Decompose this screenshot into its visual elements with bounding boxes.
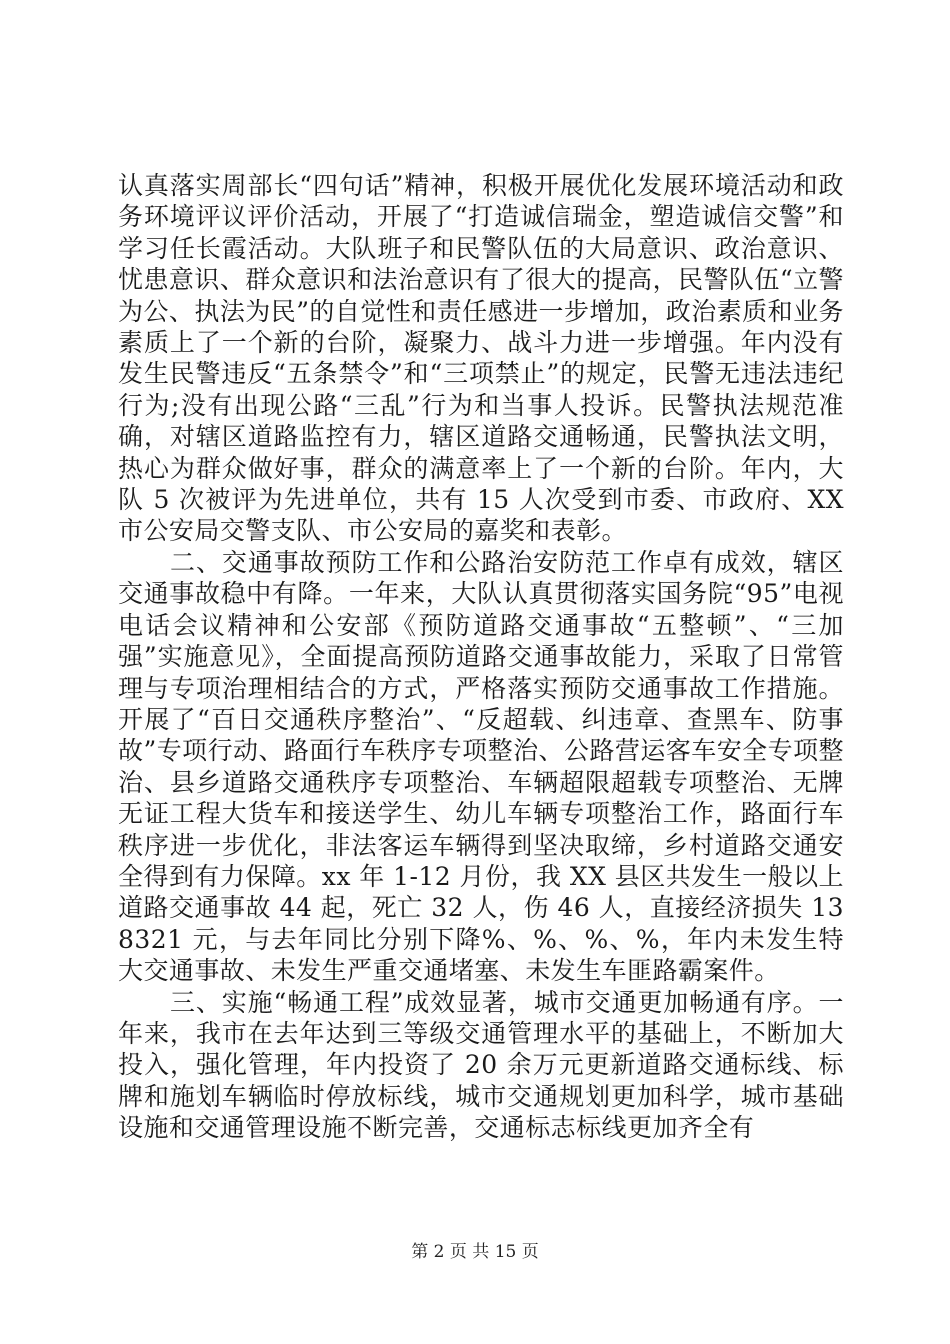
document-body <box>118 170 844 1144</box>
paragraph-continued: 认真落实周部长“四句话”精神，积极开展优化发展环境活动和政务环境评议评价活动，开展了“打造诚信瑞金，塑造诚信交警”和学习任长霞活动。大队班子和民警队伍的大局意识、政治意识、忧患意识、群众意识和法治意识有了很大的提高，民警队伍“立警为公、执法为民”的自觉性和责任感进一步增加，政治素质和业务素质上了一个新的台阶，凝聚力、战斗力进一步增强。年内没有发生民警违反“五条禁令”和“三项禁止”的规定，民警无违法违纪行为;没有出现公路“三乱”行为和当事人投诉。民警执法规范准确，对辖区道路监控有力，辖区道路交通畅通，民警执法文明，热心为群众做好事，群众的满意率上了一个新的台阶。年内，大队 5 次被评为先进单位，共有 15 人次受到市委、市政府、XX 市公安局交警支队、市公安局的嘉奖和表彰。 <box>118 171 844 546</box>
page-number-footer: 第 2 页 共 15 页 <box>411 1242 539 1262</box>
paragraph-smooth-traffic-project: 三、实施“畅通工程”成效显著，城市交通更加畅通有序。一年来，我市在去年达到三等级交通管理水平的基础上，不断加大投入，强化管理，年内投资了 20 余万元更新道路交通标线、标牌和施划车辆临时停放标线，城市交通规划更加科学，城市基础设施和交通管理设施不断完善，交通标志标线更加齐全有 <box>118 987 844 1143</box>
paragraph-traffic-accident-prevention: 二、交通事故预防工作和公路治安防范工作卓有成效，辖区交通事故稳中有降。一年来，大队认真贯彻落实国务院“95”电视电话会议精神和公安部《预防道路交通事故“五整顿”、“三加强”实施意见》，全面提高预防道路交通事故能力，采取了日常管理与专项治理相结合的方式，严格落实预防交通事故工作措施。开展了“百日交通秩序整治”、“反超载、纠违章、查黑车、防事故”专项行动、路面行车秩序专项整治、公路营运客车安全专项整治、县乡道路交通秩序专项整治、车辆超限超载专项整治、无牌无证工程大货车和接送学生、幼儿车辆专项整治工作，路面行车秩序进一步优化，非法客运车辆得到坚决取缔，乡村道路交通安全得到有力保障。xx 年 1-12 月份，我 XX 县区共发生一般以上道路交通事故 44 起，死亡 32 人，伤 46 人，直接经济损失 138321 元，与去年同比分别下降%、%、%、%，年内未发生特大交通事故、未发生严重交通堵塞、未发生车匪路霸案件。 <box>118 547 844 986</box>
